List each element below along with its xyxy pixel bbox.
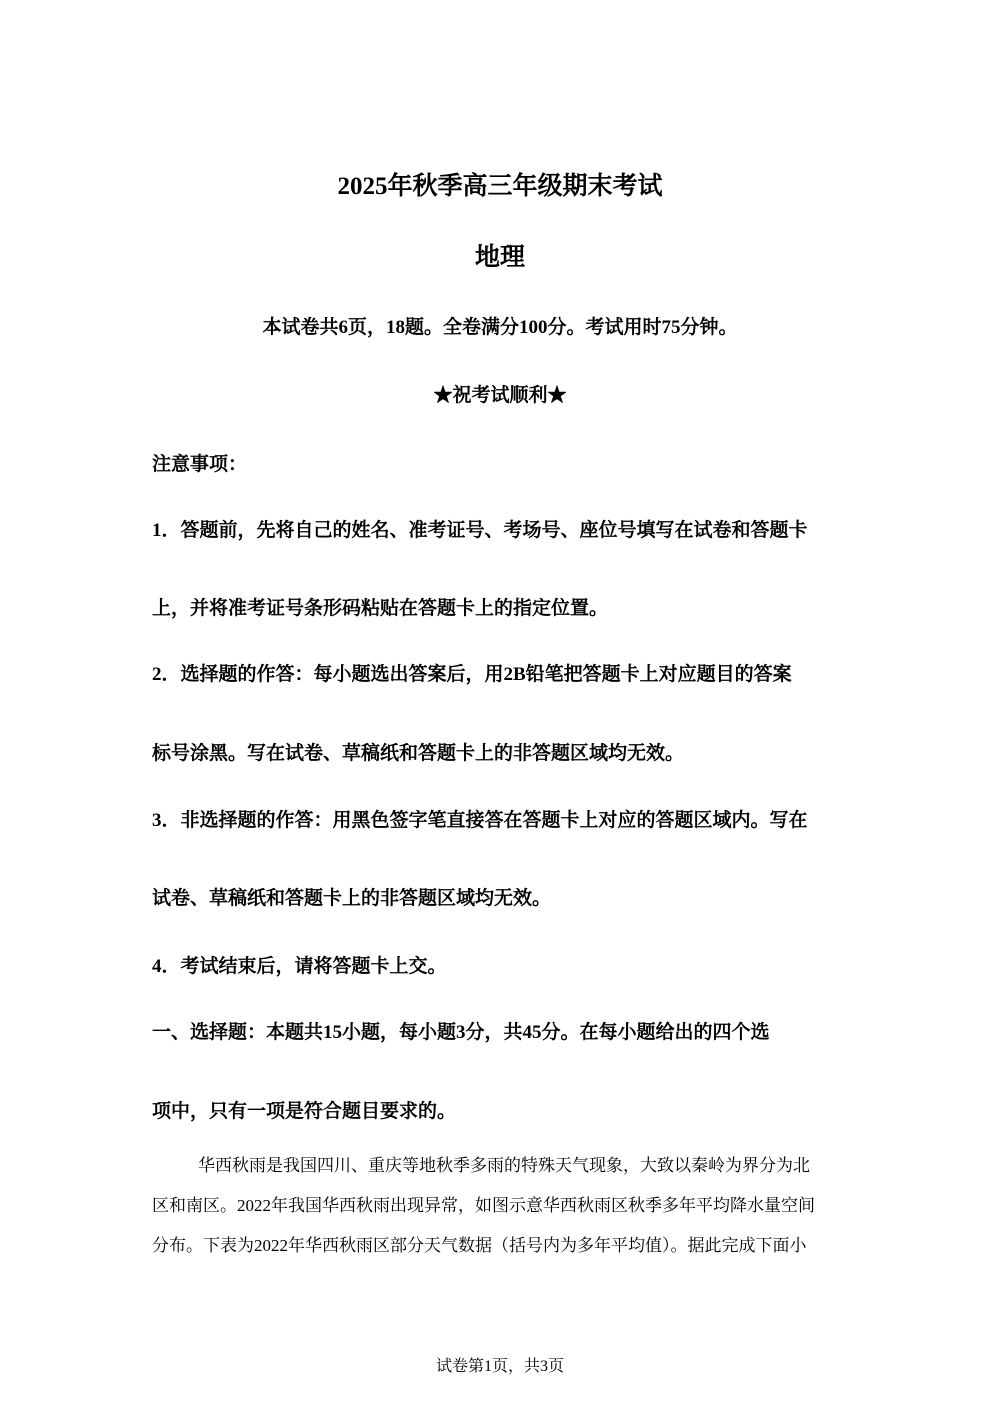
note-line: 标号涂黑。写在试卷、草稿纸和答题卡上的非答题区域均无效。	[152, 743, 685, 764]
note-line: 2．选择题的作答：每小题选出答案后，用2B铅笔把答题卡上对应题目的答案	[152, 664, 792, 685]
note-line: 上，并将准考证号条形码粘贴在答题卡上的指定位置。	[152, 598, 609, 619]
section-heading: 一、选择题：本题共15小题，每小题3分，共45分。在每小题给出的四个选	[152, 1022, 770, 1043]
section-heading: 项中，只有一项是符合题目要求的。	[152, 1101, 457, 1122]
note-line: 1．答题前，先将自己的姓名、准考证号、考场号、座位号填写在试卷和答题卡	[152, 520, 808, 541]
page-footer: 试卷第1页，共3页	[435, 1358, 564, 1375]
exam-info: 本试卷共6页，18题。全卷满分100分。考试用时75分钟。	[262, 317, 738, 338]
note-line: 3．非选择题的作答：用黑色签字笔直接答在答题卡上对应的答题区域内。写在	[152, 810, 808, 831]
passage-line: 分布。下表为2022年华西秋雨区部分天气数据（括号内为多年平均值）。据此完成下面小	[152, 1236, 807, 1255]
passage-line: 区和南区。2022年我国华西秋雨出现异常，如图示意华西秋雨区秋季多年平均降水量空间	[152, 1196, 815, 1215]
notes-heading: 注意事项：	[152, 454, 248, 475]
note-line: 4．考试结束后，请将答题卡上交。	[152, 956, 447, 977]
passage-line: 华西秋雨是我国四川、重庆等地秋季多雨的特殊天气现象，大致以秦岭为界分为北	[198, 1156, 810, 1175]
good-luck-wish: ★祝考试顺利★	[433, 385, 567, 406]
page-title: 2025年秋季高三年级期末考试	[337, 173, 663, 200]
subject-title: 地理	[474, 244, 525, 271]
note-line: 试卷、草稿纸和答题卡上的非答题区域均无效。	[152, 888, 552, 909]
